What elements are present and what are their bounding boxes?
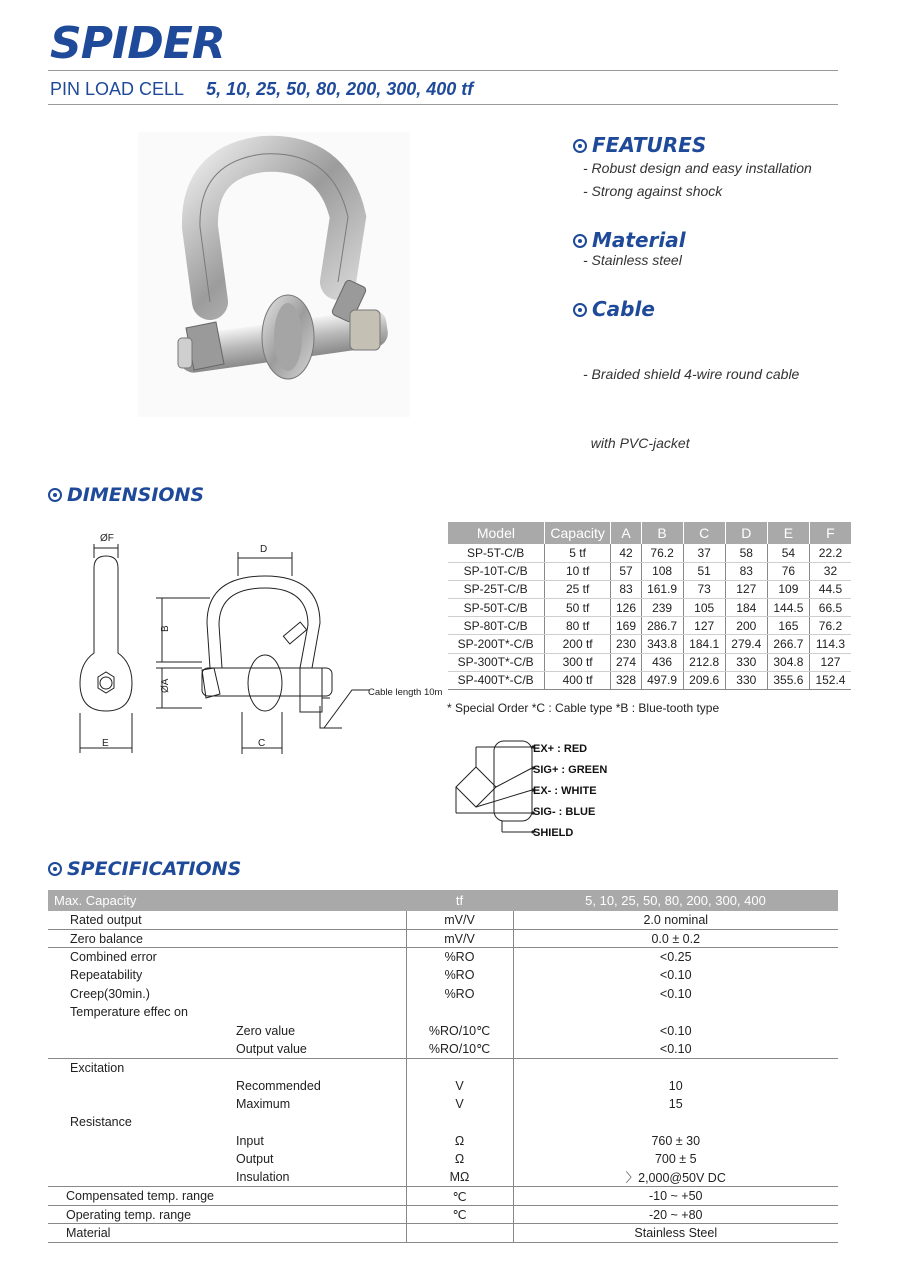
table-cell: 436 [641, 653, 683, 671]
spec-value-cell: -20 ~ +80 [513, 1205, 838, 1223]
spec-unit-cell: %RO [406, 948, 513, 966]
table-cell: 54 [767, 544, 809, 562]
spec-value-cell: -10 ~ +50 [513, 1187, 838, 1205]
title-divider [48, 70, 838, 71]
spec-unit-cell: ℃ [406, 1205, 513, 1223]
table-cell: SP-400T*-C/B [448, 671, 545, 689]
table-cell: 209.6 [683, 671, 725, 689]
table-cell: SP-25T-C/B [448, 580, 545, 598]
features-heading: FEATURES [573, 133, 706, 157]
spec-value-cell: <0.10 [659, 968, 692, 983]
cable-list [583, 317, 799, 478]
spec-unit-cell: %RO/10℃ [406, 1021, 513, 1039]
spec-item-cell: Combined error [70, 950, 157, 965]
spec-item-cell: Compensated temp. range [48, 1187, 406, 1205]
table-cell: 212.8 [683, 653, 725, 671]
dimension-drawing [62, 528, 452, 778]
table-cell: 239 [641, 599, 683, 617]
spec-value-cell: Stainless Steel [513, 1224, 838, 1242]
spec-unit-cell: V [406, 1077, 513, 1095]
spec-value-cell [513, 1058, 838, 1076]
spec-unit-cell [406, 1058, 513, 1076]
table-cell: 51 [683, 562, 725, 580]
wire-label: SIG- : BLUE [533, 806, 596, 818]
table-cell: 10 tf [544, 562, 611, 580]
table-header-row [448, 522, 852, 544]
spec-item-cell: Creep(30min.) [70, 986, 150, 1001]
table-cell: SP-10T-C/B [448, 562, 545, 580]
table-row [48, 1205, 838, 1223]
table-cell: 286.7 [641, 617, 683, 635]
table-cell: 83 [725, 562, 767, 580]
spec-value-cell: 760 ± 30 [651, 1133, 701, 1148]
table-cell: 127 [725, 580, 767, 598]
table-cell: 114.3 [809, 635, 851, 653]
wire-label: SIG+ : GREEN [533, 764, 608, 776]
table-cell: SP-200T*-C/B [448, 635, 545, 653]
spec-item-cell: Maximum [236, 1097, 291, 1112]
table-cell: 274 [611, 653, 641, 671]
page-subtitle [50, 79, 473, 100]
table-cell: 76 [767, 562, 809, 580]
spec-value-cell: 700 ± 5 [654, 1152, 697, 1167]
spec-value-cell: 15 [668, 1097, 683, 1112]
label-c: C [258, 738, 266, 749]
spec-item-cell: Input [236, 1133, 264, 1148]
spec-item-cell: Repeatability [70, 968, 143, 983]
table-cell: 497.9 [641, 671, 683, 689]
spec-unit-cell: mV/V [406, 911, 513, 929]
table-cell: SP-300T*-C/B [448, 653, 545, 671]
table-cell: 127 [809, 653, 851, 671]
spec-item-cell: Temperature effec on [70, 1005, 188, 1020]
spec-value-cell [513, 1113, 838, 1131]
table-cell: 80 tf [544, 617, 611, 635]
spec-item-cell: Insulation [48, 1168, 406, 1187]
features-list [583, 157, 812, 203]
list-item: - Braided shield 4-wire round cable [583, 366, 800, 382]
table-cell: 304.8 [767, 653, 809, 671]
table-cell: SP-5T-C/B [448, 544, 545, 562]
list-item: - Strong against shock [583, 183, 723, 199]
table-row [448, 671, 852, 689]
table-cell: 5 tf [544, 544, 611, 562]
spec-value-cell: <0.10 [659, 1023, 692, 1038]
product-photo [138, 132, 410, 417]
table-row [48, 1113, 838, 1131]
spec-unit-cell: %RO [406, 985, 513, 1003]
table-row [48, 1040, 838, 1058]
spec-unit-cell: ℃ [406, 1187, 513, 1205]
list-item: with PVC-jacket [583, 435, 690, 451]
spec-item-cell: Excitation [70, 1060, 125, 1075]
material-list [583, 249, 682, 272]
spec-unit-cell: Ω [406, 1150, 513, 1168]
table-row [48, 966, 838, 984]
dimensions-table [447, 522, 851, 690]
specifications-table [48, 890, 838, 1243]
col-header: B [641, 522, 683, 544]
table-cell: 330 [725, 671, 767, 689]
cable-heading: Cable [573, 297, 655, 321]
spec-item-cell: Rated output [48, 911, 406, 929]
table-cell: 127 [683, 617, 725, 635]
circle-bullet-icon [573, 139, 587, 153]
table-row [448, 580, 852, 598]
table-row [48, 1058, 838, 1076]
spec-unit-cell [406, 1003, 513, 1021]
table-cell: 50 tf [544, 599, 611, 617]
table-row [48, 1168, 838, 1187]
col-header: 5, 10, 25, 50, 80, 200, 300, 400 [513, 890, 838, 911]
table-cell: 108 [641, 562, 683, 580]
table-cell: 330 [725, 653, 767, 671]
table-row [48, 911, 838, 929]
spec-value-cell: 2.0 nominal [513, 911, 838, 929]
wire-label: EX- : WHITE [533, 785, 597, 797]
spec-value-cell: 〉2,000@50V DC [513, 1168, 838, 1187]
spec-unit-cell: V [406, 1095, 513, 1113]
table-cell: 57 [611, 562, 641, 580]
table-cell: 169 [611, 617, 641, 635]
table-row [448, 562, 852, 580]
table-cell: 76.2 [641, 544, 683, 562]
spec-unit-cell: MΩ [406, 1168, 513, 1187]
table-cell: 105 [683, 599, 725, 617]
product-type: PIN LOAD CELL [50, 79, 185, 99]
dimensions-heading: DIMENSIONS [48, 484, 204, 506]
table-cell: 355.6 [767, 671, 809, 689]
circle-bullet-icon [48, 862, 62, 876]
table-row [48, 1150, 838, 1168]
col-header: D [725, 522, 767, 544]
table-cell: 200 [725, 617, 767, 635]
table-cell: 126 [611, 599, 641, 617]
table-row [448, 653, 852, 671]
table-cell: 83 [611, 580, 641, 598]
table-row [448, 599, 852, 617]
table-row [448, 635, 852, 653]
table-cell: 184 [725, 599, 767, 617]
label-a: ØA [160, 678, 171, 693]
spec-value-cell [513, 1003, 838, 1021]
label-f: ØF [100, 533, 114, 544]
table-row [48, 1095, 838, 1113]
table-cell: 32 [809, 562, 851, 580]
spec-item-cell: Zero value [236, 1023, 296, 1038]
table-cell: 58 [725, 544, 767, 562]
col-header: Model [448, 522, 545, 544]
col-header: tf [406, 890, 513, 911]
page-title: SPIDER [50, 18, 225, 69]
table-row [48, 1132, 838, 1150]
table-row [48, 1077, 838, 1095]
spec-value-cell: <0.10 [513, 1040, 838, 1058]
specifications-heading: SPECIFICATIONS [48, 858, 241, 880]
table-cell: 66.5 [809, 599, 851, 617]
table-cell: 37 [683, 544, 725, 562]
table-cell: 343.8 [641, 635, 683, 653]
table-row [48, 985, 838, 1003]
col-header: E [767, 522, 809, 544]
spec-unit-cell: Ω [406, 1132, 513, 1150]
table-row [48, 1003, 838, 1021]
col-header: C [683, 522, 725, 544]
table-cell: 328 [611, 671, 641, 689]
table-cell: 400 tf [544, 671, 611, 689]
special-order-note: * Special Order *C : Cable type *B : Blue-tooth type [447, 701, 720, 715]
table-row [448, 544, 852, 562]
col-header: Capacity [544, 522, 611, 544]
col-header: A [611, 522, 641, 544]
label-d: D [260, 544, 268, 555]
table-cell: 42 [611, 544, 641, 562]
table-cell: 161.9 [641, 580, 683, 598]
spec-item-cell: Material [48, 1224, 406, 1242]
table-cell: SP-50T-C/B [448, 599, 545, 617]
wire-label: EX+ : RED [533, 743, 588, 755]
table-row [48, 1187, 838, 1205]
capacity-range: 5, 10, 25, 50, 80, 200, 300, 400 tf [206, 79, 474, 99]
label-cable-length: Cable length 10m [368, 687, 443, 698]
spec-unit-cell: mV/V [406, 929, 513, 947]
spec-item-cell: Operating temp. range [48, 1205, 406, 1223]
spec-value-cell: 0.0 ± 0.2 [513, 929, 838, 947]
list-item: - Robust design and easy installation [583, 160, 812, 176]
list-item: - Stainless steel [583, 252, 682, 268]
spec-item-cell: Zero balance [48, 929, 406, 947]
table-cell: 184.1 [683, 635, 725, 653]
table-header-row [48, 890, 838, 911]
spec-item-cell: Recommended [236, 1078, 321, 1093]
wire-label: SHIELD [533, 827, 574, 839]
table-cell: 22.2 [809, 544, 851, 562]
subtitle-divider [48, 104, 838, 105]
wire-color-legend [533, 739, 607, 844]
spec-unit-cell: %RO/10℃ [406, 1040, 513, 1058]
table-cell: 76.2 [809, 617, 851, 635]
spec-value-cell: <0.10 [659, 986, 692, 1001]
table-cell: 144.5 [767, 599, 809, 617]
table-cell: 44.5 [809, 580, 851, 598]
col-header: Max. Capacity [48, 890, 406, 911]
table-row [48, 929, 838, 947]
table-cell: 266.7 [767, 635, 809, 653]
label-e: E [102, 738, 109, 749]
col-header: F [809, 522, 851, 544]
table-cell: 25 tf [544, 580, 611, 598]
spec-unit-cell [406, 1113, 513, 1131]
table-cell: 165 [767, 617, 809, 635]
spec-item-cell: Output [236, 1152, 274, 1167]
table-cell: 279.4 [725, 635, 767, 653]
spec-item-cell: Output value [48, 1040, 406, 1058]
table-row [48, 948, 838, 966]
table-row [448, 617, 852, 635]
spec-unit-cell [406, 1224, 513, 1242]
table-row [48, 1224, 838, 1242]
table-cell: 300 tf [544, 653, 611, 671]
table-cell: 152.4 [809, 671, 851, 689]
table-cell: SP-80T-C/B [448, 617, 545, 635]
table-cell: 200 tf [544, 635, 611, 653]
table-row [48, 1021, 838, 1039]
spec-item-cell: Resistance [70, 1115, 132, 1130]
table-cell: 109 [767, 580, 809, 598]
table-cell: 73 [683, 580, 725, 598]
circle-bullet-icon [48, 488, 62, 502]
spec-value-cell: 10 [668, 1078, 683, 1093]
circle-bullet-icon [573, 234, 587, 248]
spec-unit-cell: %RO [406, 966, 513, 984]
table-cell: 230 [611, 635, 641, 653]
material-heading: Material [573, 228, 686, 252]
circle-bullet-icon [573, 303, 587, 317]
spec-value-cell: <0.25 [659, 950, 692, 965]
label-b: B [160, 625, 171, 632]
